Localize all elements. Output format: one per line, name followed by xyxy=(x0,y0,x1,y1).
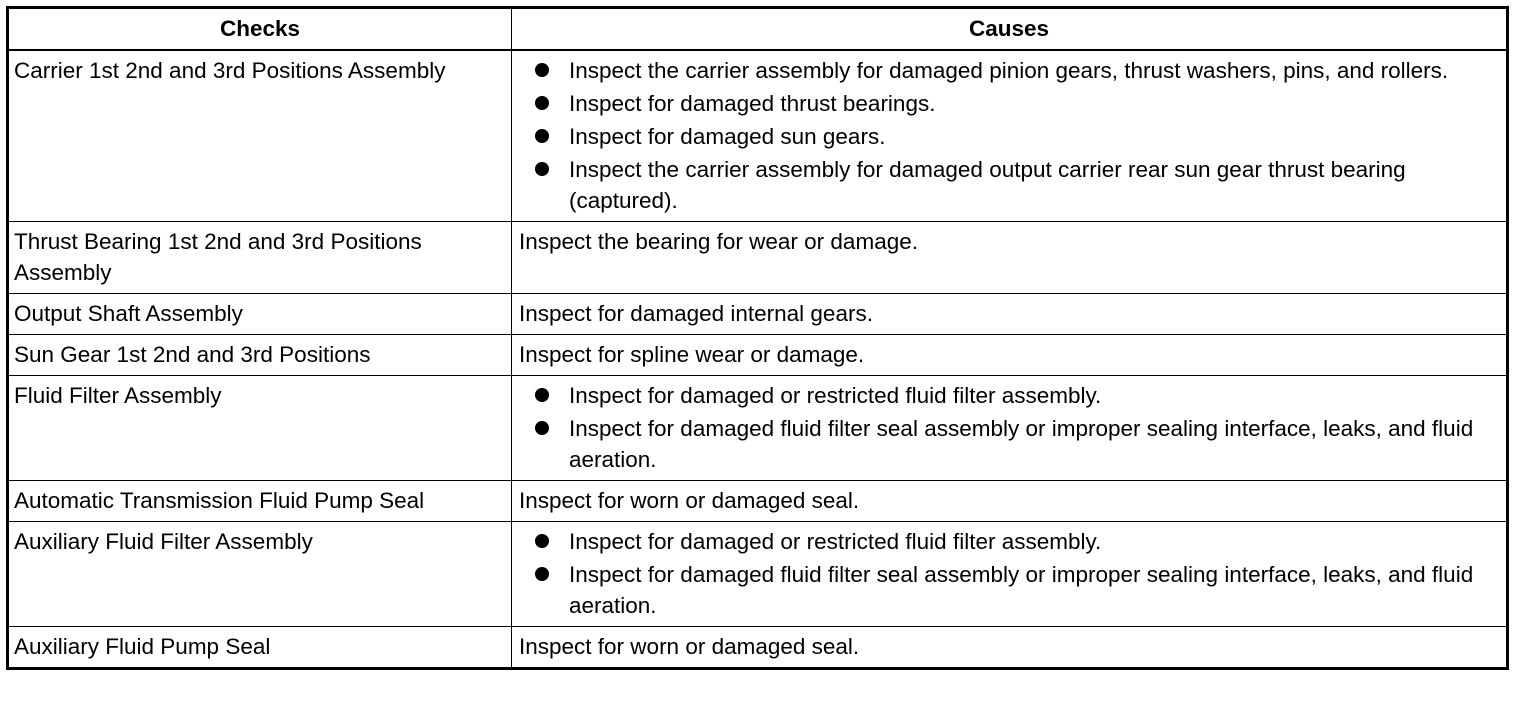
header-checks: Checks xyxy=(8,8,512,51)
cause-text: Inspect for damaged fluid filter seal assembly or improper sealing interface, leaks, and fluid aeration. xyxy=(569,416,1474,472)
cause-cell: Inspect the bearing for wear or damage. xyxy=(512,222,1508,294)
check-cell: Carrier 1st 2nd and 3rd Positions Assembly xyxy=(8,50,512,222)
bullet-icon xyxy=(535,63,549,77)
bullet-icon xyxy=(535,162,549,176)
cause-text: Inspect for damaged fluid filter seal assembly or improper sealing interface, leaks, and fluid aeration. xyxy=(569,562,1474,618)
bullet-icon xyxy=(535,421,549,435)
cause-list-item xyxy=(519,55,1500,86)
bullet-icon xyxy=(535,96,549,110)
cause-list-item xyxy=(519,413,1500,475)
cause-cell xyxy=(512,522,1508,627)
cause-cell: Inspect for spline wear or damage. xyxy=(512,335,1508,376)
bullet-icon xyxy=(535,567,549,581)
table-row xyxy=(8,522,1508,627)
cause-cell: Inspect for worn or damaged seal. xyxy=(512,481,1508,522)
header-row xyxy=(8,8,1508,51)
cause-list xyxy=(519,380,1500,475)
cause-cell: Inspect for damaged internal gears. xyxy=(512,294,1508,335)
cause-list-item xyxy=(519,526,1500,557)
check-cell: Auxiliary Fluid Filter Assembly xyxy=(8,522,512,627)
cause-list-item xyxy=(519,88,1500,119)
cause-list-item xyxy=(519,380,1500,411)
cause-cell xyxy=(512,50,1508,222)
bullet-icon xyxy=(535,388,549,402)
cause-list-item xyxy=(519,154,1500,216)
header-causes: Causes xyxy=(512,8,1508,51)
table-row xyxy=(8,627,1508,669)
cause-cell xyxy=(512,376,1508,481)
table-row xyxy=(8,294,1508,335)
check-cell: Sun Gear 1st 2nd and 3rd Positions xyxy=(8,335,512,376)
check-cell: Auxiliary Fluid Pump Seal xyxy=(8,627,512,669)
table-row xyxy=(8,335,1508,376)
table-row xyxy=(8,50,1508,222)
check-cell: Output Shaft Assembly xyxy=(8,294,512,335)
cause-text: Inspect for damaged or restricted fluid filter assembly. xyxy=(569,529,1102,554)
checks-causes-table xyxy=(6,6,1509,670)
cause-list xyxy=(519,55,1500,216)
cause-cell: Inspect for worn or damaged seal. xyxy=(512,627,1508,669)
cause-text: Inspect for damaged sun gears. xyxy=(569,124,886,149)
cause-text: Inspect for damaged or restricted fluid filter assembly. xyxy=(569,383,1102,408)
cause-list-item xyxy=(519,121,1500,152)
table-row xyxy=(8,481,1508,522)
cause-list xyxy=(519,526,1500,621)
cause-list-item xyxy=(519,559,1500,621)
check-cell: Fluid Filter Assembly xyxy=(8,376,512,481)
cause-text: Inspect the carrier assembly for damaged pinion gears, thrust washers, pins, and rollers. xyxy=(569,58,1449,83)
check-cell: Thrust Bearing 1st 2nd and 3rd Positions Assembly xyxy=(8,222,512,294)
bullet-icon xyxy=(535,534,549,548)
check-cell: Automatic Transmission Fluid Pump Seal xyxy=(8,481,512,522)
bullet-icon xyxy=(535,129,549,143)
cause-text: Inspect the carrier assembly for damaged output carrier rear sun gear thrust bearing (captured). xyxy=(569,157,1406,213)
cause-text: Inspect for damaged thrust bearings. xyxy=(569,91,936,116)
table-row xyxy=(8,376,1508,481)
table-row xyxy=(8,222,1508,294)
